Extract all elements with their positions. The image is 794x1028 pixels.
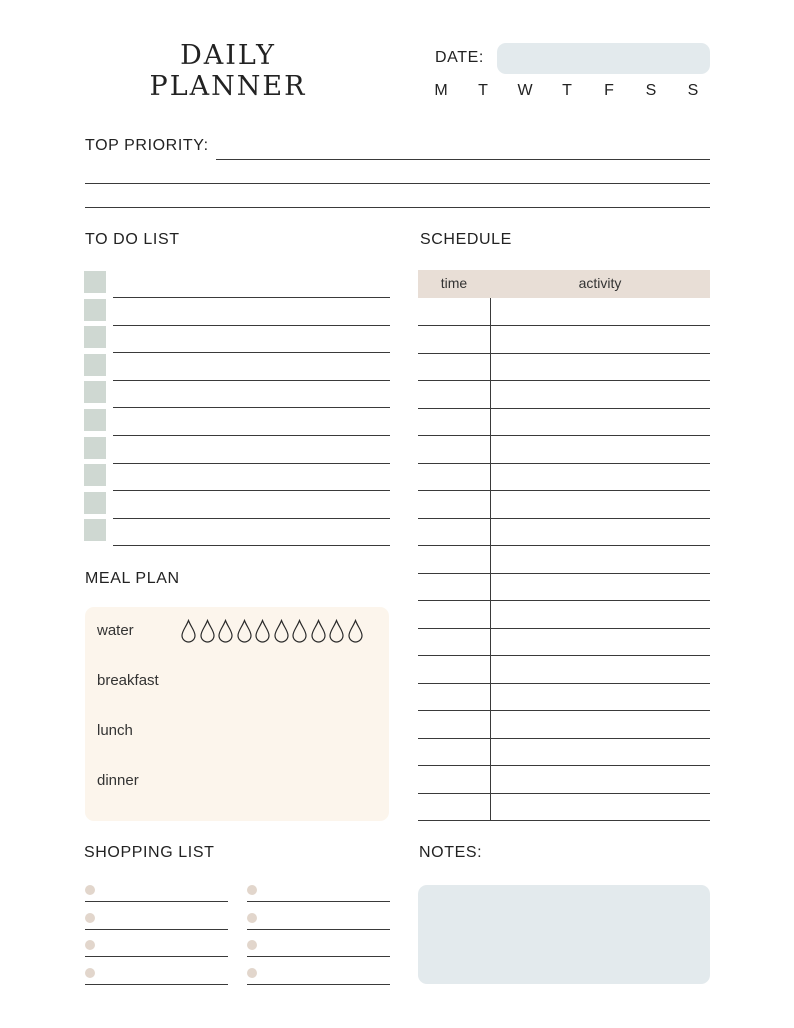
todo-line[interactable] (113, 325, 390, 326)
title-line-2: PLANNER (149, 71, 307, 102)
weekday-saturday[interactable]: S (645, 82, 657, 99)
schedule-row-line[interactable] (418, 683, 710, 684)
shopping-bullet (85, 885, 95, 895)
water-drop-icon[interactable] (180, 619, 197, 643)
schedule-time-header: time (440, 275, 468, 291)
shopping-bullet (247, 885, 257, 895)
schedule-row-line[interactable] (418, 490, 710, 491)
schedule-row-line[interactable] (418, 573, 710, 574)
todo-line[interactable] (113, 407, 390, 408)
weekday-monday[interactable]: M (434, 82, 448, 99)
todo-checkbox[interactable] (84, 381, 106, 403)
water-drop-icon[interactable] (328, 619, 345, 643)
weekday-selector (432, 82, 702, 100)
schedule-row-line[interactable] (418, 325, 710, 326)
weekday-tuesday[interactable]: T (478, 82, 488, 99)
shopping-bullet (85, 913, 95, 923)
shopping-item-line[interactable] (247, 956, 390, 957)
shopping-bullet (85, 968, 95, 978)
schedule-row-line[interactable] (418, 738, 710, 739)
shopping-bullet (247, 913, 257, 923)
schedule-row-line[interactable] (418, 408, 710, 409)
shopping-item-line[interactable] (247, 929, 390, 930)
weekday-wednesday[interactable]: W (517, 82, 533, 99)
todo-checkbox[interactable] (84, 354, 106, 376)
date-field[interactable] (497, 43, 710, 74)
schedule-row-line[interactable] (418, 765, 710, 766)
shopping-item-line[interactable] (247, 984, 390, 985)
meal-plan-title: MEAL PLAN (85, 570, 180, 587)
shopping-bullet (247, 940, 257, 950)
shopping-list-title: SHOPPING LIST (84, 844, 215, 861)
water-drop-icon[interactable] (273, 619, 290, 643)
schedule-row-line[interactable] (418, 380, 710, 381)
top-priority-label: TOP PRIORITY: (85, 137, 209, 154)
top-priority-line-1[interactable] (216, 159, 710, 160)
shopping-item-line[interactable] (85, 929, 228, 930)
water-label: water (97, 622, 134, 639)
schedule-column-divider (490, 298, 491, 821)
breakfast-label: breakfast (97, 672, 159, 689)
todo-checkbox[interactable] (84, 437, 106, 459)
lunch-label: lunch (97, 722, 133, 739)
water-tracker (180, 619, 364, 643)
water-drop-icon[interactable] (310, 619, 327, 643)
todo-line[interactable] (113, 545, 390, 546)
water-drop-icon[interactable] (254, 619, 271, 643)
schedule-row-line[interactable] (418, 435, 710, 436)
weekday-sunday[interactable]: S (687, 82, 699, 99)
notes-title: NOTES: (419, 844, 483, 861)
water-drop-icon[interactable] (217, 619, 234, 643)
weekday-friday[interactable]: F (604, 82, 614, 99)
schedule-header (418, 270, 710, 298)
schedule-row-line[interactable] (418, 600, 710, 601)
shopping-item-line[interactable] (247, 901, 390, 902)
notes-field[interactable] (418, 885, 710, 984)
water-drop-icon[interactable] (199, 619, 216, 643)
schedule-row-line[interactable] (418, 820, 710, 821)
dinner-label: dinner (97, 772, 139, 789)
schedule-row-line[interactable] (418, 545, 710, 546)
todo-line[interactable] (113, 380, 390, 381)
todo-line[interactable] (113, 490, 390, 491)
schedule-activity-header: activity (578, 275, 622, 291)
todo-checkbox[interactable] (84, 326, 106, 348)
todo-checkbox[interactable] (84, 492, 106, 514)
schedule-row-line[interactable] (418, 710, 710, 711)
schedule-row-line[interactable] (418, 655, 710, 656)
meal-plan-box (85, 607, 389, 821)
schedule-row-line[interactable] (418, 353, 710, 354)
todo-line[interactable] (113, 352, 390, 353)
todo-checkbox[interactable] (84, 464, 106, 486)
water-drop-icon[interactable] (291, 619, 308, 643)
todo-checkbox[interactable] (84, 271, 106, 293)
title-line-1: DAILY (180, 40, 276, 71)
shopping-bullet (247, 968, 257, 978)
page-title (128, 40, 328, 102)
schedule-row-line[interactable] (418, 793, 710, 794)
todo-checkbox[interactable] (84, 519, 106, 541)
todo-line[interactable] (113, 518, 390, 519)
todo-line[interactable] (113, 435, 390, 436)
shopping-item-line[interactable] (85, 984, 228, 985)
todo-checkbox[interactable] (84, 409, 106, 431)
todo-line[interactable] (113, 297, 390, 298)
top-priority-line-2[interactable] (85, 183, 710, 184)
shopping-bullet (85, 940, 95, 950)
date-label: DATE: (435, 49, 484, 66)
shopping-item-line[interactable] (85, 901, 228, 902)
shopping-item-line[interactable] (85, 956, 228, 957)
todo-list-title: TO DO LIST (85, 231, 180, 248)
weekday-thursday[interactable]: T (562, 82, 572, 99)
water-drop-icon[interactable] (347, 619, 364, 643)
schedule-row-line[interactable] (418, 628, 710, 629)
schedule-row-line[interactable] (418, 518, 710, 519)
schedule-row-line[interactable] (418, 463, 710, 464)
todo-line[interactable] (113, 463, 390, 464)
schedule-title: SCHEDULE (420, 231, 512, 248)
water-drop-icon[interactable] (236, 619, 253, 643)
todo-checkbox[interactable] (84, 299, 106, 321)
top-priority-line-3[interactable] (85, 207, 710, 208)
